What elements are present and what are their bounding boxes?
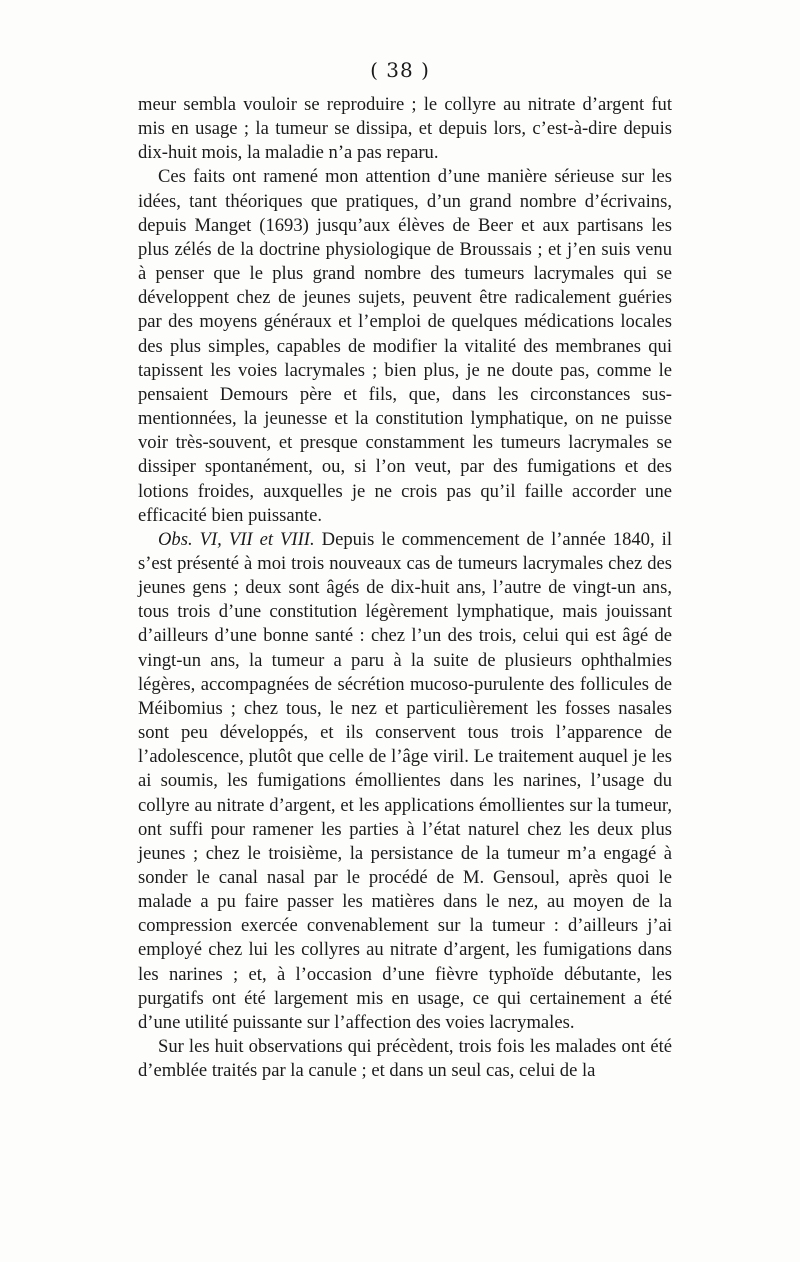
observation-label: Obs. VI, VII et VIII.	[158, 528, 315, 550]
paragraph-1: meur sembla vouloir se reproduire ; le collyre au nitrate d’argent fut mis en usage ; la tumeur se dissipa, et depuis lors, c’est-à-dire depuis dix-huit mois, la maladie n’a pas reparu.	[138, 94, 672, 164]
paragraph-3	[138, 528, 672, 1035]
paragraph-4: Sur les huit observations qui précèdent, trois fois les malades ont été d’emblée traités par la canule ; et dans un seul cas, celui de la	[138, 1036, 672, 1082]
page-number: ( 38 )	[370, 58, 430, 82]
body-text	[138, 93, 672, 1083]
paragraph-2: Ces faits ont ramené mon attention d’une manière sérieuse sur les idées, tant théoriques que pratiques, d’un grand nombre d’écrivains, depuis Manget (1693) jusqu’aux élèves de Beer et aux partisans les plus zélés de la doctrine physiologique de Broussais ; et j’en suis venu à penser que le plus grand nombre des tumeurs lacrymales qui se développent chez de jeunes sujets, peuvent être radicalement guéries par des moyens généraux et l’emploi de quelques médications locales des plus simples, capables de modifier la vitalité des membranes qui tapissent les voies lacrymales ; bien plus, je ne doute pas, comme le pensaient Demours père et fils, que, dans les circonstances sus-mentionnées, la jeunesse et la constitution lymphatique, on ne puisse voir très-souvent, et presque constamment les tumeurs lacrymales se dissiper spontanément, ou, si l’on veut, par des fumigations et des lotions froides, auxquelles je ne crois pas qu’il faille accorder une efficacité bien puissante.	[138, 166, 672, 526]
paragraph-3-text: Depuis le commencement de l’année 1840, il s’est présenté à moi trois nouveaux cas de tumeurs lacrymales chez des jeunes gens ; deux sont âgés de dix-huit ans, l’autre de vingt-un ans, tous trois d’une constitution légèrement lymphatique, mais jouissant d’ailleurs d’une bonne santé : chez l’un des trois, celui qui est âgé de vingt-un ans, la tumeur a paru à la suite de plusieurs ophthalmies légères, accompagnées de sécrétion mucoso-purulente des follicules de Méibomius ; chez tous, le nez et particulièrement les fosses nasales sont peu développés, et ils conservent tous trois l’apparence de l’adolescence, plutôt que celle de l’âge viril. Le traitement auquel je les ai soumis, les fumigations émollientes dans les narines, l’usage du collyre au nitrate d’argent, et les applications émollientes sur la tumeur, ont suffi pour ramener les parties à l’état naturel chez les deux plus jeunes ; chez le troisième, la persistance de la tumeur m’a engagé à sonder le canal nasal par le procédé de M. Gensoul, après quoi le malade a pu faire passer les matières dans le nez, au moyen de la compression exercée convenablement sur la tumeur : d’ailleurs j’ai employé chez lui les collyres au nitrate d’argent, les fumigations dans les narines ; et, à l’occasion d’une fièvre typhoïde débutante, les purgatifs ont été largement mis en usage, ce qui certainement a été d’une utilité puissante sur l’affection des voies lacrymales.	[138, 528, 672, 1033]
